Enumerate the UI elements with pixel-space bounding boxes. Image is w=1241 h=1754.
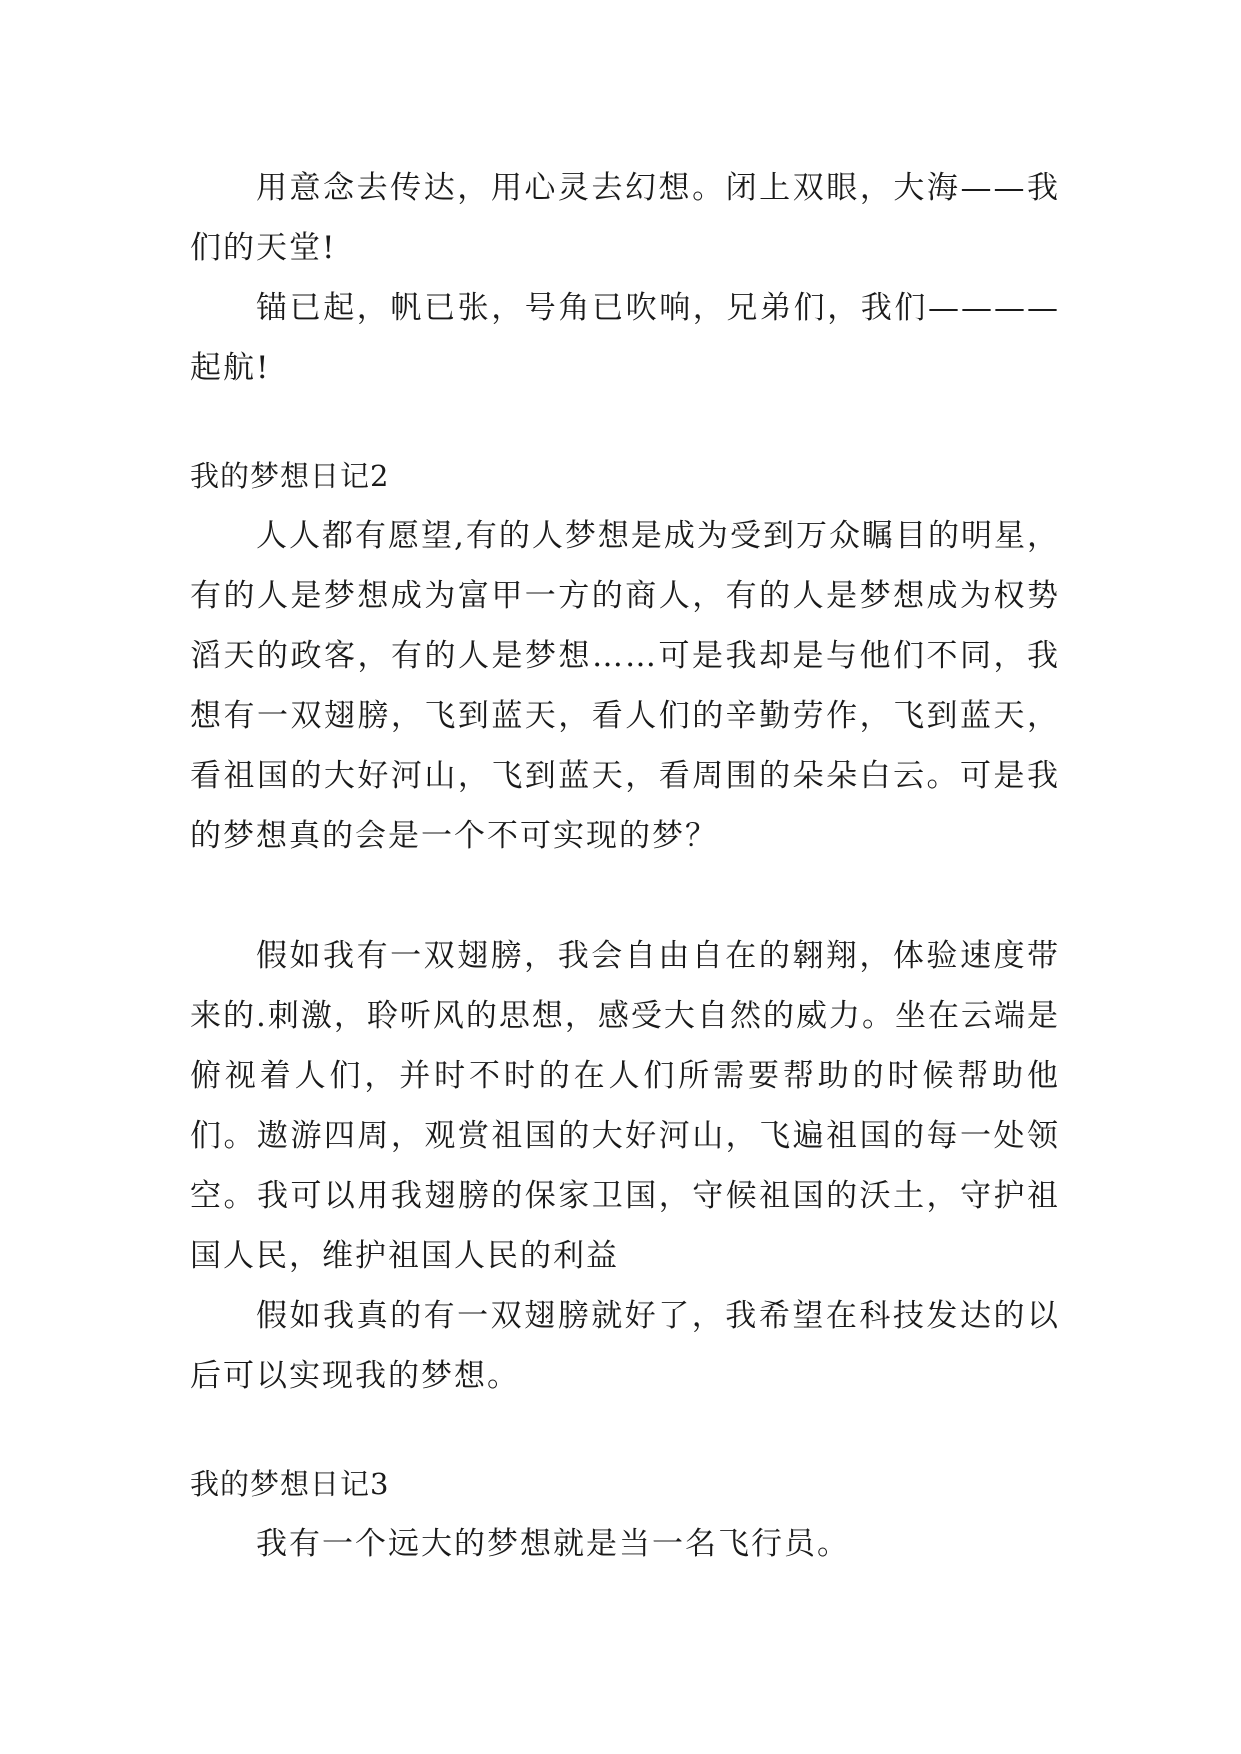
paragraph-spacer	[190, 866, 1060, 926]
paragraph-wishes: 人人都有愿望,有的人梦想是成为受到万众瞩目的明星，有的人是梦想成为富甲一方的商人，有的人是梦想成为权势滔天的政客，有的人是梦想……可是我却是与他们不同，我想有一双翅膀，飞到蓝天，看人们的辛勤劳作，飞到蓝天，看祖国的大好河山，飞到蓝天，看周围的朵朵白云。可是我的梦想真的会是一个不可实现的梦？	[190, 518, 1060, 854]
document-body	[190, 158, 1060, 1574]
section-heading-2: 我的梦想日记2	[190, 459, 390, 493]
paragraph-hope: 假如我真的有一双翅膀就好了，我希望在科技发达的以后可以实现我的梦想。	[190, 1298, 1060, 1394]
paragraph-set-sail: 锚已起，帆已张，号角已吹响，兄弟们，我们————起航!	[190, 290, 1060, 386]
paragraph-wings: 假如我有一双翅膀，我会自由自在的翱翔，体验速度带来的.刺激，聆听风的思想，感受大自然的威力。坐在云端是俯视着人们，并时不时的在人们所需要帮助的时候帮助他们。遨游四周，观赏祖国的大好河山，飞遍祖国的每一处领空。我可以用我翅膀的保家卫国，守候祖国的沃土，守护祖国人民，维护祖国人民的利益	[190, 938, 1060, 1274]
section-spacer	[190, 398, 1060, 446]
paragraph-pilot: 我有一个远大的梦想就是当一名飞行员。	[256, 1526, 850, 1562]
paragraph-sea-heaven: 用意念去传达，用心灵去幻想。闭上双眼，大海——我们的天堂!	[190, 170, 1060, 266]
section-heading-3: 我的梦想日记3	[190, 1467, 390, 1501]
section-spacer	[190, 1406, 1060, 1454]
